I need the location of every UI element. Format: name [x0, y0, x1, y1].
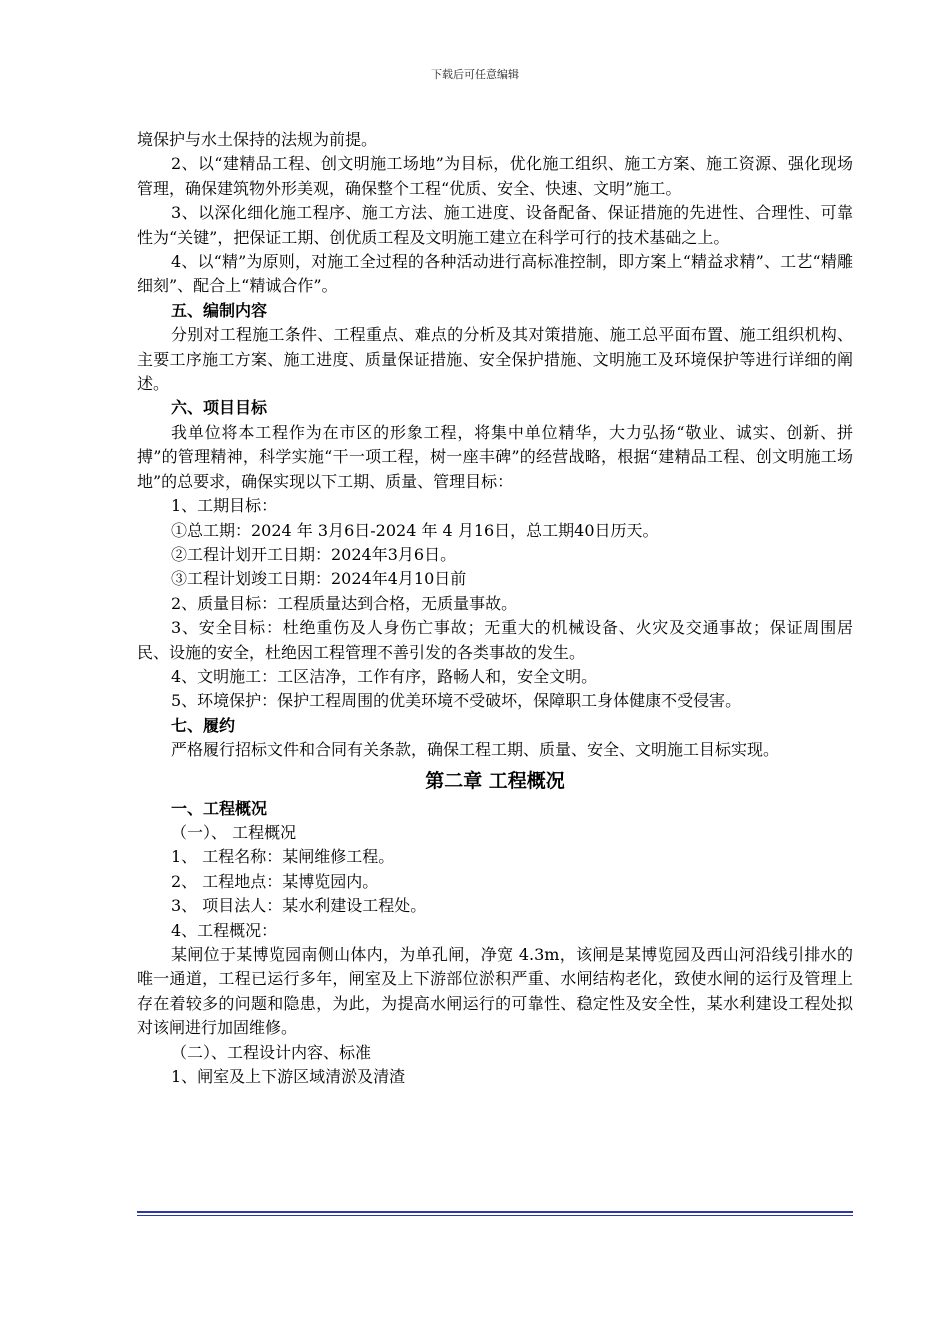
paragraph: 某闸位于某博览园南侧山体内，为单孔闸，净宽 4.3m，该闸是某博览园及西山河沿线引排水的唯一通道，工程已运行多年，闸室及上下游部位淤积严重、水闸结构老化，致使水闸的运行及管理上存在着较多的问题和隐患，为此，为提高水闸运行的可靠性、稳定性及安全性，某水利建设工程处拟对该闸进行加固维修。	[137, 945, 853, 1038]
paragraph: ①总工期：2024 年 3月6日-2024 年 4 月16日，总工期40日历天。	[171, 520, 659, 540]
paragraph: 境保护与水土保持的法规为前提。	[137, 130, 378, 149]
paragraph: （一）、 工程概况	[171, 822, 297, 842]
paragraph: ②工程计划开工日期：2024年3月6日。	[171, 544, 457, 564]
paragraph: 3、安全目标：杜绝重伤及人身伤亡事故；无重大的机械设备、火灾及交通事故；保证周围居民、设施的安全，杜绝因工程管理不善引发的各类事故的发生。	[137, 618, 853, 662]
paragraph: 分别对工程施工条件、工程重点、难点的分析及其对策措施、施工总平面布置、施工组织机构、主要工序施工方案、施工进度、质量保证措施、安全保护措施、文明施工及环境保护等进行详细的阐述。	[137, 325, 853, 394]
section-heading: 一、工程概况	[171, 798, 268, 818]
paragraph: 我单位将本工程作为在市区的形象工程，将集中单位精华，大力弘扬“敬业、诚实、创新、拼搏”的管理精神，科学实施“干一项工程，树一座丰碑”的经营战略，根据“建精品工程、创文明施工场地”的总要求，确保实现以下工期、质量、管理目标：	[137, 422, 853, 491]
paragraph: 1、 工程名称：某闸维修工程。	[171, 847, 395, 867]
paragraph: 4、工程概况：	[171, 920, 278, 940]
paragraph: 4、文明施工：工区洁净，工作有序，路畅人和，安全文明。	[171, 666, 598, 686]
paragraph: 严格履行招标文件和合同有关条款，确保工程工期、质量、安全、文明施工目标实现。	[171, 740, 780, 760]
paragraph: 3、 项目法人：某水利建设工程处。	[171, 896, 427, 916]
paragraph: 4、以“精”为原则，对施工全过程的各种活动进行高标准控制，即方案上“精益求精”、工艺“精雕细刻”、配合上“精诚合作”。	[137, 252, 853, 296]
paragraph: ③工程计划竣工日期：2024年4月10日前	[171, 569, 467, 589]
document-body	[137, 128, 853, 1089]
section-heading: 六、项目目标	[171, 398, 268, 418]
page-header: 下载后可任意编辑	[431, 68, 519, 81]
paragraph: 2、 工程地点：某博览园内。	[171, 871, 379, 891]
paragraph: 1、闸室及上下游区域清淤及清渣	[171, 1067, 406, 1087]
section-heading: 五、编制内容	[171, 300, 268, 320]
section-heading: 七、履约	[171, 715, 236, 735]
paragraph: 3、以深化细化施工程序、施工方法、施工进度、设备配备、保证措施的先进性、合理性、可靠性为“关键”，把保证工期、创优质工程及文明施工建立在科学可行的技术基础之上。	[137, 203, 853, 247]
paragraph: （二）、工程设计内容、标准	[171, 1042, 372, 1062]
paragraph: 2、以“建精品工程、创文明施工场地”为目标，优化施工组织、施工方案、施工资源、强化现场管理，确保建筑物外形美观，确保整个工程“优质、安全、快速、文明”施工。	[137, 154, 853, 198]
paragraph: 2、质量目标：工程质量达到合格，无质量事故。	[171, 593, 518, 613]
paragraph: 5、环境保护：保护工程周围的优美环境不受破坏，保障职工身体健康不受侵害。	[171, 691, 742, 711]
paragraph: 1、工期目标：	[171, 496, 278, 516]
footer-divider	[137, 1211, 853, 1216]
chapter-title: 第二章 工程概况	[425, 769, 565, 792]
